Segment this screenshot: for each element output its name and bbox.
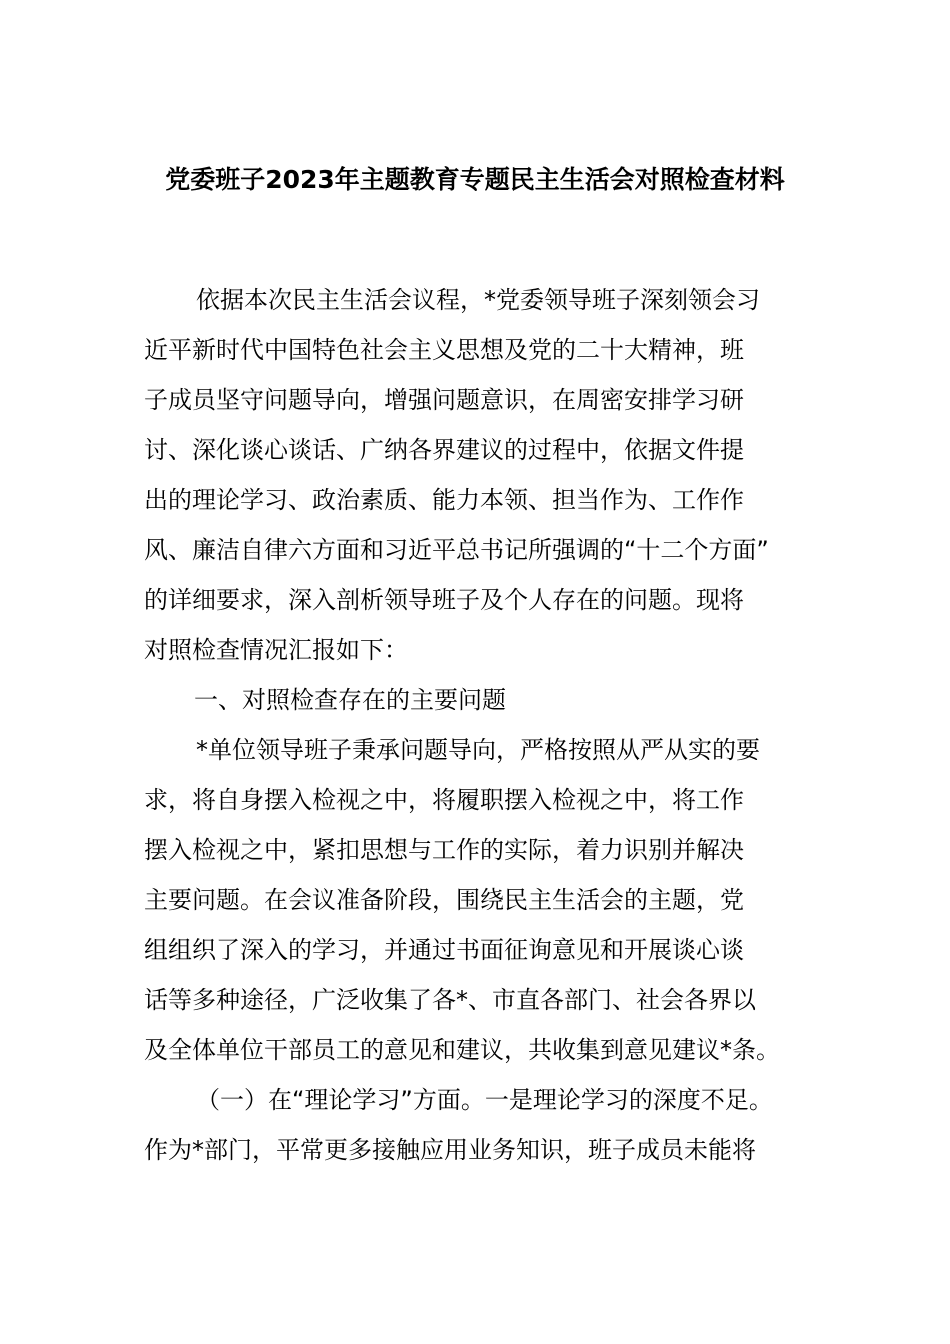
paragraph-line: 对照检查情况汇报如下： xyxy=(144,636,408,664)
paragraph-line: 及全体单位干部员工的意见和建议，共收集到意见建议*条。 xyxy=(144,1036,780,1064)
subsection-line: （一）在“理论学习”方面。一是理论学习的深度不足。 xyxy=(196,1086,773,1114)
paragraph-line: 的详细要求，深入剖析领导班子及个人存在的问题。现将 xyxy=(144,586,744,614)
paragraph-line: 求，将自身摆入检视之中，将履职摆入检视之中，将工作 xyxy=(144,786,744,814)
paragraph-line: 近平新时代中国特色社会主义思想及党的二十大精神，班 xyxy=(144,336,744,364)
section-heading: 一、对照检查存在的主要问题 xyxy=(194,686,506,714)
paragraph-line: 风、廉洁自律六方面和习近平总书记所强调的“十二个方面” xyxy=(144,536,769,564)
paragraph-line: 话等多种途径，广泛收集了各*、市直各部门、社会各界以 xyxy=(144,986,756,1014)
paragraph-line: 讨、深化谈心谈话、广纳各界建议的过程中，依据文件提 xyxy=(144,436,744,464)
paragraph-line: 出的理论学习、政治素质、能力本领、担当作为、工作作 xyxy=(144,486,744,514)
paragraph-line: 摆入检视之中，紧扣思想与工作的实际，着力识别并解决 xyxy=(144,836,744,864)
document-title: 党委班子2023年主题教育专题民主生活会对照检查材料 xyxy=(165,165,785,194)
paragraph-line: 组组织了深入的学习，并通过书面征询意见和开展谈心谈 xyxy=(144,936,744,964)
paragraph-line: 依据本次民主生活会议程，*党委领导班子深刻领会习 xyxy=(196,286,760,314)
paragraph-line: *单位领导班子秉承问题导向，严格按照从严从实的要 xyxy=(196,736,760,764)
paragraph-line: 主要问题。在会议准备阶段，围绕民主生活会的主题，党 xyxy=(144,886,744,914)
paragraph-line: 作为*部门，平常更多接触应用业务知识，班子成员未能将 xyxy=(144,1136,756,1164)
paragraph-line: 子成员坚守问题导向，增强问题意识，在周密安排学习研 xyxy=(144,386,744,414)
